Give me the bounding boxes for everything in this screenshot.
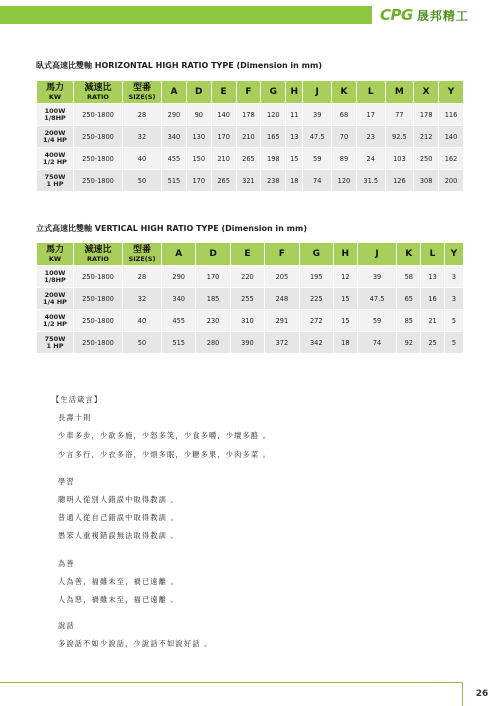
table-cell: 28: [123, 104, 162, 126]
header-sublabel: RATIO: [87, 255, 109, 263]
header-label: F: [278, 249, 285, 259]
column-header: [211, 81, 236, 104]
table-cell: 250: [414, 148, 439, 170]
table-row: [37, 310, 464, 332]
table-cell: 195: [299, 266, 333, 288]
column-header: [303, 81, 332, 104]
table-cell: 340: [162, 288, 196, 310]
power-value: 1 HP: [46, 179, 64, 188]
table-row: [37, 288, 464, 310]
table-cell: 250-1800: [74, 332, 123, 354]
table-cell: 515: [162, 170, 187, 192]
header-label: Y: [450, 249, 458, 259]
table-cell: 321: [236, 170, 261, 192]
table-cell: 65: [397, 288, 421, 310]
table-cell: 272: [299, 310, 333, 332]
note-line: 普通人從自己錯誤中取得教訓 。: [58, 513, 179, 522]
table-cell: 250-1800: [74, 170, 123, 192]
header-sublabel: KW: [48, 255, 62, 263]
table-cell: 291: [265, 310, 299, 332]
table-cell: 68: [332, 104, 357, 126]
horizontal-spec-table: [36, 80, 464, 192]
header-label: 減速比: [84, 83, 112, 93]
table-cell: 220: [230, 266, 264, 288]
table-cell: 255: [230, 288, 264, 310]
table-cell: 200: [439, 170, 464, 192]
table-cell: 250-1800: [74, 288, 123, 310]
header-label: 馬力: [45, 83, 64, 93]
header-label: X: [422, 87, 430, 97]
table-cell: 21: [421, 310, 445, 332]
table-header-row: [37, 243, 464, 266]
power-value: 200W: [44, 290, 66, 299]
header-label: A: [175, 249, 183, 259]
table-cell: 40: [123, 148, 162, 170]
table-cell: 3: [444, 288, 463, 310]
power-value: 100W: [44, 106, 66, 115]
column-header: [74, 243, 123, 266]
table-cell: 18: [333, 332, 357, 354]
header-label: M: [394, 87, 404, 97]
table-cell: 92.5: [385, 126, 414, 148]
power-cell: [37, 126, 74, 148]
column-header: [356, 81, 385, 104]
header-label: 減速比: [84, 245, 112, 255]
table-cell: 185: [196, 288, 230, 310]
table-cell: 13: [286, 126, 303, 148]
table-cell: 74: [303, 170, 332, 192]
top-banner: [0, 0, 500, 30]
table-cell: 390: [230, 332, 264, 354]
column-header: [385, 81, 414, 104]
table-cell: 47.5: [357, 288, 397, 310]
table-cell: 59: [303, 148, 332, 170]
table-cell: 178: [414, 104, 439, 126]
table-cell: 11: [286, 104, 303, 126]
table-cell: 120: [332, 170, 357, 192]
power-cell: [37, 310, 74, 332]
table-cell: 5: [444, 332, 463, 354]
table-cell: 308: [414, 170, 439, 192]
table-cell: 280: [196, 332, 230, 354]
header-label: G: [312, 249, 320, 259]
column-header: [162, 243, 196, 266]
table-cell: 205: [265, 266, 299, 288]
table-row: [37, 332, 464, 354]
column-header: [123, 81, 162, 104]
table-cell: 23: [356, 126, 385, 148]
vertical-section-title: 立式高速比雙軸 VERTICAL HIGH RATIO TYPE (Dimension in mm): [36, 224, 307, 233]
table-cell: 515: [162, 332, 196, 354]
header-label: D: [195, 87, 203, 97]
vertical-spec-table: [36, 242, 464, 354]
header-label: Y: [447, 87, 455, 97]
note-line: 少車多步，少欲多施，少怒多笑，少食多嚼，少壇多酪 。: [58, 431, 272, 440]
column-header: [414, 81, 439, 104]
header-label: G: [269, 87, 277, 97]
power-value: 200W: [44, 128, 66, 137]
column-header: [230, 243, 264, 266]
column-header: [421, 243, 445, 266]
header-label: E: [220, 87, 227, 97]
table-cell: 47.5: [303, 126, 332, 148]
table-cell: 15: [286, 148, 303, 170]
power-cell: [37, 148, 74, 170]
header-label: E: [244, 249, 251, 259]
table-cell: 15: [333, 288, 357, 310]
table-cell: 28: [123, 266, 162, 288]
table-cell: 250-1800: [74, 148, 123, 170]
power-value: 1/4 HP: [43, 297, 67, 306]
table-cell: 130: [186, 126, 211, 148]
column-header: [357, 243, 397, 266]
power-cell: [37, 266, 74, 288]
table-cell: 90: [186, 104, 211, 126]
power-value: 1/8HP: [44, 275, 66, 284]
table-cell: 265: [236, 148, 261, 170]
table-cell: 162: [439, 148, 464, 170]
table-cell: 455: [162, 148, 187, 170]
column-header: [123, 243, 162, 266]
table-cell: 198: [261, 148, 286, 170]
table-cell: 15: [333, 310, 357, 332]
table-cell: 126: [385, 170, 414, 192]
column-header: [332, 81, 357, 104]
note-line: 人為善，福雖未至，禍已遠離 。: [58, 577, 179, 586]
table-cell: 116: [439, 104, 464, 126]
table-cell: 50: [123, 332, 162, 354]
power-value: 400W: [44, 150, 66, 159]
column-header: [186, 81, 211, 104]
table-cell: 103: [385, 148, 414, 170]
table-cell: 290: [162, 266, 196, 288]
table-cell: 165: [261, 126, 286, 148]
column-header: [397, 243, 421, 266]
note-line: 【生活箴言】: [52, 395, 103, 404]
note-line: 人為惡，禍雖未至，福已遠離 。: [58, 595, 179, 604]
table-cell: 3: [444, 266, 463, 288]
table-cell: 120: [261, 104, 286, 126]
header-label: K: [340, 87, 348, 97]
table-cell: 50: [123, 170, 162, 192]
table-cell: 150: [186, 148, 211, 170]
header-label: A: [170, 87, 178, 97]
header-label: L: [367, 87, 374, 97]
table-cell: 238: [261, 170, 286, 192]
table-cell: 92: [397, 332, 421, 354]
column-header: [162, 81, 187, 104]
logo-chinese-name: 晟邦精工: [416, 8, 469, 23]
note-line: 愚笨人重複錯誤無法取得教訓 。: [58, 531, 179, 540]
table-cell: 5: [444, 310, 463, 332]
table-cell: 32: [123, 126, 162, 148]
power-value: 1/4 HP: [43, 135, 67, 144]
column-header: [333, 243, 357, 266]
table-cell: 16: [421, 288, 445, 310]
column-header: [37, 243, 74, 266]
note-line: 學習: [58, 477, 75, 486]
table-cell: 250-1800: [74, 104, 123, 126]
header-label: 馬力: [45, 245, 64, 255]
header-label: 型番: [132, 245, 151, 255]
table-cell: 17: [356, 104, 385, 126]
column-header: [236, 81, 261, 104]
column-header: [74, 81, 123, 104]
header-label: J: [315, 87, 319, 97]
power-cell: [37, 288, 74, 310]
header-label: J: [375, 249, 379, 259]
table-cell: 18: [286, 170, 303, 192]
table-cell: 170: [196, 266, 230, 288]
table-row: [37, 170, 464, 192]
table-cell: 210: [236, 126, 261, 148]
header-label: K: [405, 249, 413, 259]
table-cell: 250-1800: [74, 266, 123, 288]
header-label: D: [209, 249, 217, 259]
power-cell: [37, 104, 74, 126]
power-value: 100W: [44, 268, 66, 277]
note-line: 長壽十則: [58, 413, 92, 422]
column-header: [261, 81, 286, 104]
power-value: 1/2 HP: [43, 157, 67, 166]
table-cell: 210: [211, 148, 236, 170]
header-sublabel: KW: [48, 93, 62, 101]
table-cell: 178: [236, 104, 261, 126]
footer-divider: [0, 682, 500, 683]
table-cell: 248: [265, 288, 299, 310]
power-value: 750W: [44, 334, 66, 343]
column-header: [299, 243, 333, 266]
header-label: H: [290, 87, 299, 97]
table-cell: 13: [421, 266, 445, 288]
column-header: [196, 243, 230, 266]
header-label: 型番: [132, 83, 151, 93]
table-cell: 31.5: [356, 170, 385, 192]
header-sublabel: SIZE(S): [128, 93, 156, 101]
green-header-bar: [0, 6, 372, 24]
power-value: 1 HP: [46, 341, 64, 350]
table-row: [37, 148, 464, 170]
table-cell: 170: [186, 170, 211, 192]
table-cell: 39: [303, 104, 332, 126]
table-cell: 340: [162, 126, 187, 148]
table-cell: 310: [230, 310, 264, 332]
table-cell: 342: [299, 332, 333, 354]
table-cell: 455: [162, 310, 196, 332]
header-label: H: [341, 249, 350, 259]
column-header: [265, 243, 299, 266]
table-header-row: [37, 81, 464, 104]
table-cell: 74: [357, 332, 397, 354]
header-label: L: [429, 249, 436, 259]
table-cell: 225: [299, 288, 333, 310]
table-cell: 12: [333, 266, 357, 288]
table-cell: 89: [332, 148, 357, 170]
note-line: 少言多行，少衣多浴，少煩多眠，少糖多果，少肉多菜 。: [58, 450, 272, 459]
table-cell: 25: [421, 332, 445, 354]
power-value: 1/8HP: [44, 113, 66, 122]
horizontal-section-title: 臥式高速比雙軸 HORIZONTAL HIGH RATIO TYPE (Dimension in mm): [36, 61, 322, 70]
power-value: 750W: [44, 172, 66, 181]
power-value: 1/2 HP: [43, 319, 67, 328]
column-header: [37, 81, 74, 104]
table-cell: 250-1800: [74, 310, 123, 332]
note-line: 聰明人從別人錯誤中取得教訓 。: [58, 495, 179, 504]
table-cell: 70: [332, 126, 357, 148]
table-cell: 32: [123, 288, 162, 310]
header-sublabel: RATIO: [87, 93, 109, 101]
power-value: 400W: [44, 312, 66, 321]
header-label: F: [245, 87, 252, 97]
table-cell: 212: [414, 126, 439, 148]
column-header: [444, 243, 463, 266]
logo-brand: CPG: [380, 6, 413, 24]
table-row: [37, 266, 464, 288]
table-cell: 372: [265, 332, 299, 354]
table-cell: 140: [211, 104, 236, 126]
table-cell: 170: [211, 126, 236, 148]
table-cell: 85: [397, 310, 421, 332]
power-cell: [37, 170, 74, 192]
table-cell: 230: [196, 310, 230, 332]
note-line: 為善: [58, 559, 75, 568]
column-header: [439, 81, 464, 104]
table-cell: 265: [211, 170, 236, 192]
table-cell: 140: [439, 126, 464, 148]
table-cell: 24: [356, 148, 385, 170]
page-number: 26: [462, 682, 500, 706]
company-logo: [380, 6, 469, 24]
power-cell: [37, 332, 74, 354]
table-cell: 59: [357, 310, 397, 332]
table-cell: 40: [123, 310, 162, 332]
table-cell: 77: [385, 104, 414, 126]
table-row: [37, 104, 464, 126]
header-sublabel: SIZE(S): [128, 255, 156, 263]
table-cell: 290: [162, 104, 187, 126]
column-header: [286, 81, 303, 104]
table-row: [37, 126, 464, 148]
table-cell: 250-1800: [74, 126, 123, 148]
table-cell: 39: [357, 266, 397, 288]
note-line: 多說話不如少說話，少說話不如說好話 。: [58, 639, 213, 648]
note-line: 說話: [58, 621, 75, 630]
table-cell: 58: [397, 266, 421, 288]
